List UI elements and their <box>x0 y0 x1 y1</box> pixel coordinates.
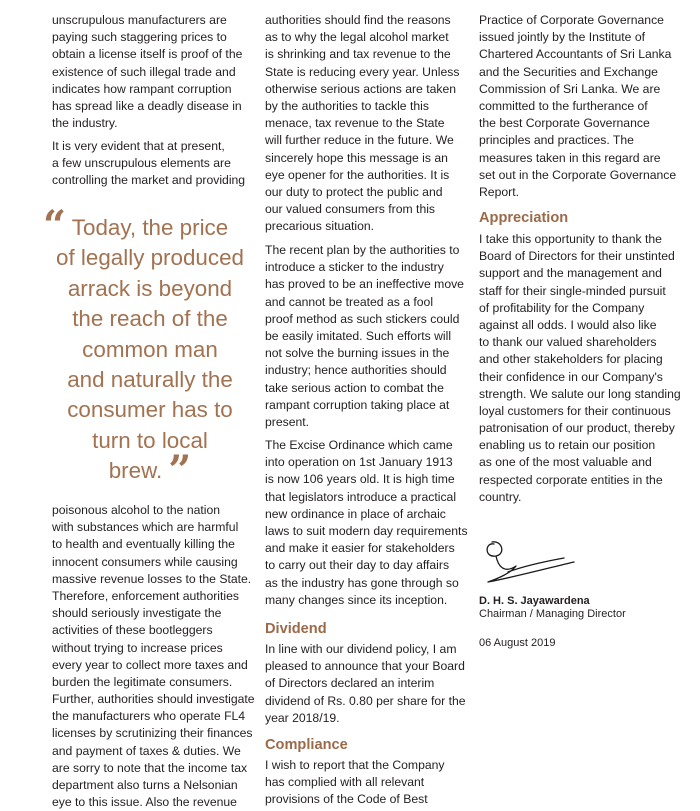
text-line: innocent consumers while causing <box>52 554 238 569</box>
text-line: massive revenue losses to the State. <box>52 571 252 586</box>
signatory-title: Chairman / Managing Director <box>479 608 626 620</box>
text-line: Further, authorities should investigate <box>52 692 255 707</box>
text-line: take serious action to combat the <box>265 380 444 395</box>
dividend-paragraph <box>265 641 466 727</box>
text-line: activities of these bootleggers <box>52 623 213 638</box>
text-line: dividend of Rs. 0.80 per share for the <box>265 693 466 708</box>
close-quote-mark: ” <box>168 447 192 495</box>
text-line: The Excise Ordinance which came <box>265 438 453 452</box>
quote-line: brew. <box>108 458 163 484</box>
text-line: has proved to be an ineffective move <box>265 277 464 292</box>
text-line: proof method as such stickers could <box>265 311 460 326</box>
text-line: to thank our valued shareholders <box>479 335 657 350</box>
text-line: the best Corporate Governance <box>479 116 650 131</box>
text-line: the manufacturers who operate FL4 <box>52 709 246 724</box>
text-line: new ordinance in place of archaic <box>265 506 446 521</box>
text-line: that legislators introduce a practical <box>265 489 457 504</box>
text-line: against all odds. I would also like <box>479 317 657 332</box>
signatory-name: D. H. S. Jayawardena <box>479 595 590 607</box>
text-line: controlling the market and providing <box>52 173 246 188</box>
dividend-heading: Dividend <box>265 621 327 637</box>
text-line: Commission of Sri Lanka. We are <box>479 81 661 96</box>
text-line: unscrupulous manufacturers are <box>52 13 227 27</box>
text-line: strength. We salute our long standing <box>479 386 681 401</box>
text-line: department also turns a Nelsonian <box>52 778 238 792</box>
quote-line: consumer has to <box>67 397 233 423</box>
quote-line: Today, the price <box>71 215 229 240</box>
text-line: as to why the legal alcohol market <box>265 30 449 45</box>
text-line: State is reducing every year. Unless <box>265 64 460 79</box>
text-line: to carry out their day to day affairs <box>265 558 450 573</box>
text-line: their confidence in our Company's <box>479 369 663 384</box>
open-quote-mark: “ <box>43 202 67 249</box>
text-line: authorities should find the reasons <box>265 13 451 27</box>
text-line: provisions of the Code of Best <box>265 792 428 807</box>
text-line: otherwise serious actions are taken <box>265 81 457 96</box>
quote-line: common man <box>82 336 218 362</box>
text-line: many changes since its inception. <box>265 592 448 607</box>
text-line: pleased to announce that your Board <box>265 659 465 674</box>
text-line: and other stakeholders for placing <box>479 352 663 367</box>
text-line: paying such staggering prices to <box>52 30 227 45</box>
text-line: Chartered Accountants of Sri Lanka <box>479 47 672 62</box>
text-line: menace, tax revenue to the State <box>265 116 445 131</box>
quote-line: of legally produced <box>56 245 244 271</box>
text-line: Board of Directors for their unstinted <box>479 249 675 264</box>
text-line: existence of such illegal trade and <box>52 64 236 79</box>
text-line: the industry. <box>52 116 118 131</box>
text-line: issued jointly by the Institute of <box>479 30 645 45</box>
text-line: burden the legitimate consumers. <box>52 674 233 689</box>
quote-line: turn to local <box>92 427 208 453</box>
text-line: as the industry has gone through so <box>265 575 459 590</box>
quote-line: and naturally the <box>67 366 233 392</box>
signature-image <box>480 536 580 590</box>
text-line: every year to collect more taxes and <box>52 657 248 672</box>
text-line: our valued consumers from this <box>265 202 436 217</box>
text-line: Practice of Corporate Governance <box>479 13 664 27</box>
appreciation-heading: Appreciation <box>479 210 569 226</box>
text-line: precarious situation. <box>265 219 375 234</box>
text-line: into operation on 1st January 1913 <box>265 455 453 470</box>
text-line: year 2018/19. <box>265 710 340 725</box>
appreciation-paragraph <box>479 231 681 506</box>
pull-quote <box>50 213 250 495</box>
text-line: industry; hence authorities should <box>265 363 447 378</box>
text-line: eye opener for the authorities. It is <box>265 167 450 182</box>
text-line: and make it easier for stakeholders <box>265 541 455 556</box>
text-line: Therefore, enforcement authorities <box>52 588 239 603</box>
text-line: country. <box>479 489 522 504</box>
text-line: of Directors declared an interim <box>265 676 435 691</box>
text-line: should seriously investigate the <box>52 606 222 621</box>
text-line: I wish to report that the Company <box>265 758 445 772</box>
text-line: indicates how rampant corruption <box>52 81 232 96</box>
col2-paragraph-3 <box>265 437 468 609</box>
text-line: not solve the burning issues in the <box>265 346 450 361</box>
col1-paragraph-1 <box>52 12 242 132</box>
text-line: laws to suit modern day requirements <box>265 523 468 538</box>
text-line: and the Securities and Exchange <box>479 64 658 79</box>
text-line: The recent plan by the authorities to <box>265 243 460 257</box>
text-line: of profitability for the Company <box>479 300 645 315</box>
text-line: is shrinking and tax revenue to the <box>265 47 451 62</box>
text-line: patronisation of our product, thereby <box>479 421 675 436</box>
text-line: is now 106 years old. It is high time <box>265 472 455 487</box>
compliance-paragraph <box>265 757 445 809</box>
text-line: present. <box>265 414 310 429</box>
text-line: sincerely hope this message is an <box>265 150 448 165</box>
text-line: to health and eventually killing the <box>52 537 235 552</box>
text-line: enabling us to retain our position <box>479 438 656 453</box>
col1-paragraph-2 <box>52 138 245 190</box>
text-line: support and the management and <box>479 266 662 281</box>
text-line: measures taken in this regard are <box>479 150 661 165</box>
text-line: as one of the most valuable and <box>479 455 652 470</box>
signature-date: 06 August 2019 <box>479 637 556 649</box>
text-line: eye to this issue. Also the revenue <box>52 795 237 810</box>
text-line: Report. <box>479 184 519 199</box>
col3-paragraph-1 <box>479 12 676 201</box>
text-line: has spread like a deadly disease in <box>52 98 242 113</box>
col1-paragraph-3 <box>52 502 255 811</box>
text-line: I take this opportunity to thank the <box>479 232 662 246</box>
text-line: staff for their single-minded pursuit <box>479 283 666 298</box>
text-line: committed to the furtherance of <box>479 98 648 113</box>
text-line: has complied with all relevant <box>265 775 425 790</box>
col2-paragraph-1 <box>265 12 459 235</box>
compliance-heading: Compliance <box>265 737 348 753</box>
text-line: It is very evident that at present, <box>52 139 225 153</box>
text-line: introduce a sticker to the industry <box>265 260 444 275</box>
text-line: will further reduce in the future. We <box>265 133 454 148</box>
text-line: rampant corruption taking place at <box>265 397 450 412</box>
text-line: In line with our dividend policy, I am <box>265 642 457 656</box>
text-line: set out in the Corporate Governance <box>479 167 677 182</box>
quote-line: arrack is beyond <box>67 275 233 301</box>
quote-line: the reach of the <box>72 306 228 332</box>
text-line: with substances which are harmful <box>52 520 239 535</box>
text-line: respected corporate entities in the <box>479 472 663 487</box>
text-line: and cannot be treated as a fool <box>265 294 434 309</box>
col2-paragraph-2 <box>265 242 464 431</box>
text-line: poisonous alcohol to the nation <box>52 503 221 517</box>
text-line: a few unscrupulous elements are <box>52 156 231 171</box>
text-line: our duty to protect the public and <box>265 184 443 199</box>
text-line: principles and practices. The <box>479 133 634 148</box>
text-line: by the authorities to tackle this <box>265 98 429 113</box>
text-line: be easily imitated. Such efforts will <box>265 328 452 343</box>
text-line: without trying to increase prices <box>52 640 223 655</box>
text-line: loyal customers for their continuous <box>479 403 671 418</box>
text-line: licenses by scrutinizing their finances <box>52 726 253 741</box>
text-line: obtain a license itself is proof of the <box>52 47 243 62</box>
text-line: and payment of taxes & duties. We <box>52 743 241 758</box>
quote-last-line <box>50 447 250 495</box>
text-line: are sorry to note that the income tax <box>52 760 248 775</box>
